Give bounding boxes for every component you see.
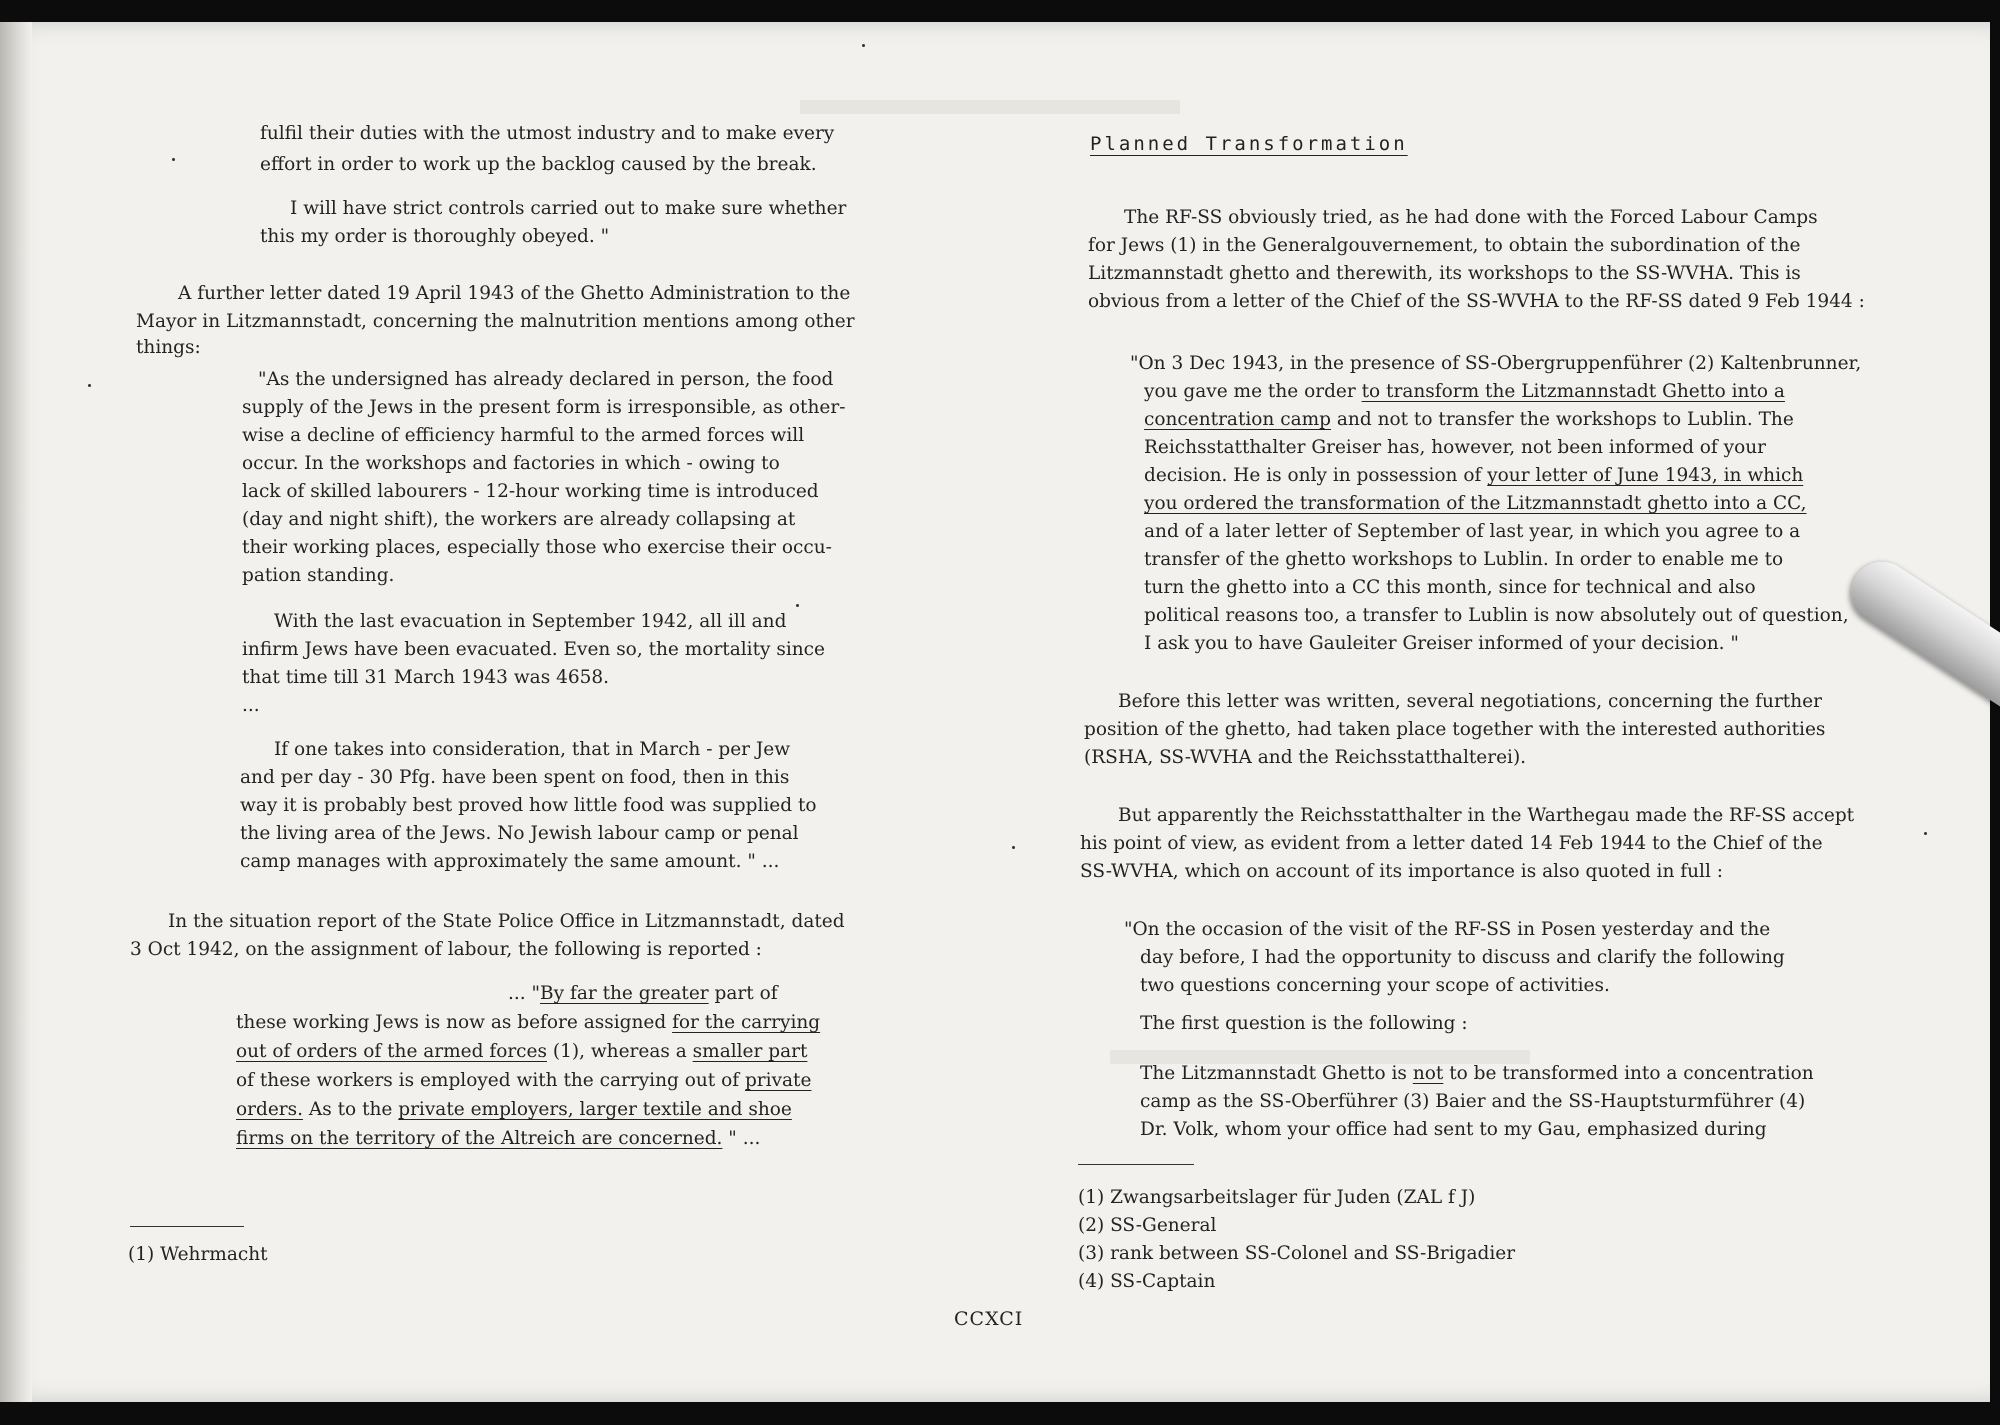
book-binding bbox=[0, 22, 32, 1402]
text-line: If one takes into consideration, that in March - per Jew bbox=[274, 739, 791, 760]
footnote: (1) Wehrmacht bbox=[128, 1244, 268, 1265]
text-line: for Jews (1) in the Generalgouvernement, to obtain the subordination of the bbox=[1088, 235, 1801, 256]
quote-line: orders. As to the private employers, larger textile and shoe bbox=[236, 1099, 792, 1120]
text-line: (day and night shift), the workers are already collapsing at bbox=[242, 509, 796, 530]
quote-line: of these workers is employed with the carrying out of private bbox=[236, 1070, 812, 1091]
text-line: the living area of the Jews. No Jewish labour camp or penal bbox=[240, 823, 799, 844]
section-heading: Planned Transformation bbox=[1090, 133, 1408, 155]
text-line: With the last evacuation in September 1942, all ill and bbox=[274, 611, 787, 632]
text-line: The RF-SS obviously tried, as he had done with the Forced Labour Camps bbox=[1124, 207, 1818, 228]
quote-line: these working Jews is now as before assigned for the carrying bbox=[236, 1012, 821, 1033]
speck bbox=[1012, 846, 1015, 849]
text-line: this my order is thoroughly obeyed. " bbox=[260, 226, 610, 247]
speck bbox=[172, 158, 175, 161]
speck bbox=[862, 44, 865, 47]
text-line: In the situation report of the State Police Office in Litzmannstadt, dated bbox=[168, 911, 845, 932]
text-line: camp manages with approximately the same amount. " ... bbox=[240, 851, 780, 872]
text-line: (RSHA, SS-WVHA and the Reichsstatthalterei). bbox=[1084, 747, 1527, 768]
quote-line: concentration camp and not to transfer the workshops to Lublin. The bbox=[1144, 409, 1794, 430]
text-line: Litzmannstadt ghetto and therewith, its workshops to the SS-WVHA. This is bbox=[1088, 263, 1801, 284]
quote-line: Reichsstatthalter Greiser has, however, not been informed of your bbox=[1144, 437, 1767, 458]
quote-line: The Litzmannstadt Ghetto is not to be transformed into a concentration bbox=[1140, 1063, 1814, 1084]
text-line: effort in order to work up the backlog caused by the break. bbox=[260, 154, 817, 175]
footnote: (1) Zwangsarbeitslager für Juden (ZAL f J) bbox=[1078, 1187, 1476, 1208]
text-line: obvious from a letter of the Chief of the SS-WVHA to the RF-SS dated 9 Feb 1944 : bbox=[1088, 291, 1865, 312]
footnote-rule bbox=[130, 1226, 244, 1227]
quote-line: I ask you to have Gauleiter Greiser informed of your decision. " bbox=[1144, 633, 1739, 654]
text-line: his point of view, as evident from a letter dated 14 Feb 1944 to the Chief of the bbox=[1080, 833, 1823, 854]
footnote: (3) rank between SS-Colonel and SS-Brigadier bbox=[1078, 1243, 1516, 1264]
ellipsis: ... bbox=[242, 695, 260, 716]
text-line: SS-WVHA, which on account of its importance is also quoted in full : bbox=[1080, 861, 1723, 882]
text-line: wise a decline of efficiency harmful to the armed forces will bbox=[242, 425, 805, 446]
text-line: position of the ghetto, had taken place together with the interested authorities bbox=[1084, 719, 1826, 740]
text-line: Before this letter was written, several negotiations, concerning the further bbox=[1118, 691, 1822, 712]
quote-line: you ordered the transformation of the Litzmannstadt ghetto into a CC, bbox=[1144, 493, 1807, 514]
quote-line: political reasons too, a transfer to Lublin is now absolutely out of question, bbox=[1144, 605, 1849, 626]
quote-line: The first question is the following : bbox=[1140, 1013, 1468, 1034]
text-line: "As the undersigned has already declared in person, the food bbox=[258, 369, 834, 390]
footnote-rule bbox=[1078, 1164, 1194, 1165]
quote-line: out of orders of the armed forces (1), whereas a smaller part bbox=[236, 1041, 808, 1062]
text-line: But apparently the Reichsstatthalter in the Warthegau made the RF-SS accept bbox=[1118, 805, 1855, 826]
quote-line: "On the occasion of the visit of the RF-SS in Posen yesterday and the bbox=[1124, 919, 1771, 940]
text-line: lack of skilled labourers - 12-hour working time is introduced bbox=[242, 481, 819, 502]
text-line: A further letter dated 19 April 1943 of the Ghetto Administration to the bbox=[178, 283, 851, 304]
quote-line: firms on the territory of the Altreich are concerned. " ... bbox=[236, 1128, 761, 1149]
speck bbox=[1924, 832, 1927, 835]
text-line: way it is probably best proved how little food was supplied to bbox=[240, 795, 817, 816]
page-number: CCXCI bbox=[954, 1308, 1024, 1330]
text-line: I will have strict controls carried out to make sure whether bbox=[290, 198, 847, 219]
quote-line: ... "By far the greater part of bbox=[508, 983, 778, 1004]
text-line: pation standing. bbox=[242, 565, 395, 586]
text-line: supply of the Jews in the present form is irresponsible, as other- bbox=[242, 397, 846, 418]
quote-line: you gave me the order to transform the Litzmannstadt Ghetto into a bbox=[1144, 381, 1785, 402]
quote-line: decision. He is only in possession of your letter of June 1943, in which bbox=[1144, 465, 1804, 486]
text-line: fulfil their duties with the utmost industry and to make every bbox=[260, 123, 835, 144]
quote-line: Dr. Volk, whom your office had sent to my Gau, emphasized during bbox=[1140, 1119, 1767, 1140]
footnote: (4) SS-Captain bbox=[1078, 1271, 1216, 1292]
text-line: that time till 31 March 1943 was 4658. bbox=[242, 667, 610, 688]
quote-line: turn the ghetto into a CC this month, since for technical and also bbox=[1144, 577, 1756, 598]
text-line: Mayor in Litzmannstadt, concerning the malnutrition mentions among other bbox=[136, 311, 855, 332]
speck bbox=[796, 604, 799, 607]
text-line: and per day - 30 Pfg. have been spent on food, then in this bbox=[240, 767, 790, 788]
text-line: their working places, especially those who exercise their occu- bbox=[242, 537, 832, 558]
footnote: (2) SS-General bbox=[1078, 1215, 1217, 1236]
text-line: 3 Oct 1942, on the assignment of labour, the following is reported : bbox=[130, 939, 762, 960]
speck bbox=[88, 384, 91, 387]
quote-line: camp as the SS-Oberführer (3) Baier and the SS-Hauptsturmführer (4) bbox=[1140, 1091, 1806, 1112]
quote-line: two questions concerning your scope of activities. bbox=[1140, 975, 1610, 996]
quote-line: day before, I had the opportunity to discuss and clarify the following bbox=[1140, 947, 1785, 968]
text-line: infirm Jews have been evacuated. Even so, the mortality since bbox=[242, 639, 825, 660]
quote-line: "On 3 Dec 1943, in the presence of SS-Obergruppenführer (2) Kaltenbrunner, bbox=[1130, 353, 1862, 374]
text-line: occur. In the workshops and factories in which - owing to bbox=[242, 453, 780, 474]
quote-line: transfer of the ghetto workshops to Lublin. In order to enable me to bbox=[1144, 549, 1784, 570]
quote-line: and of a later letter of September of last year, in which you agree to a bbox=[1144, 521, 1801, 542]
text-line: things: bbox=[136, 337, 201, 358]
